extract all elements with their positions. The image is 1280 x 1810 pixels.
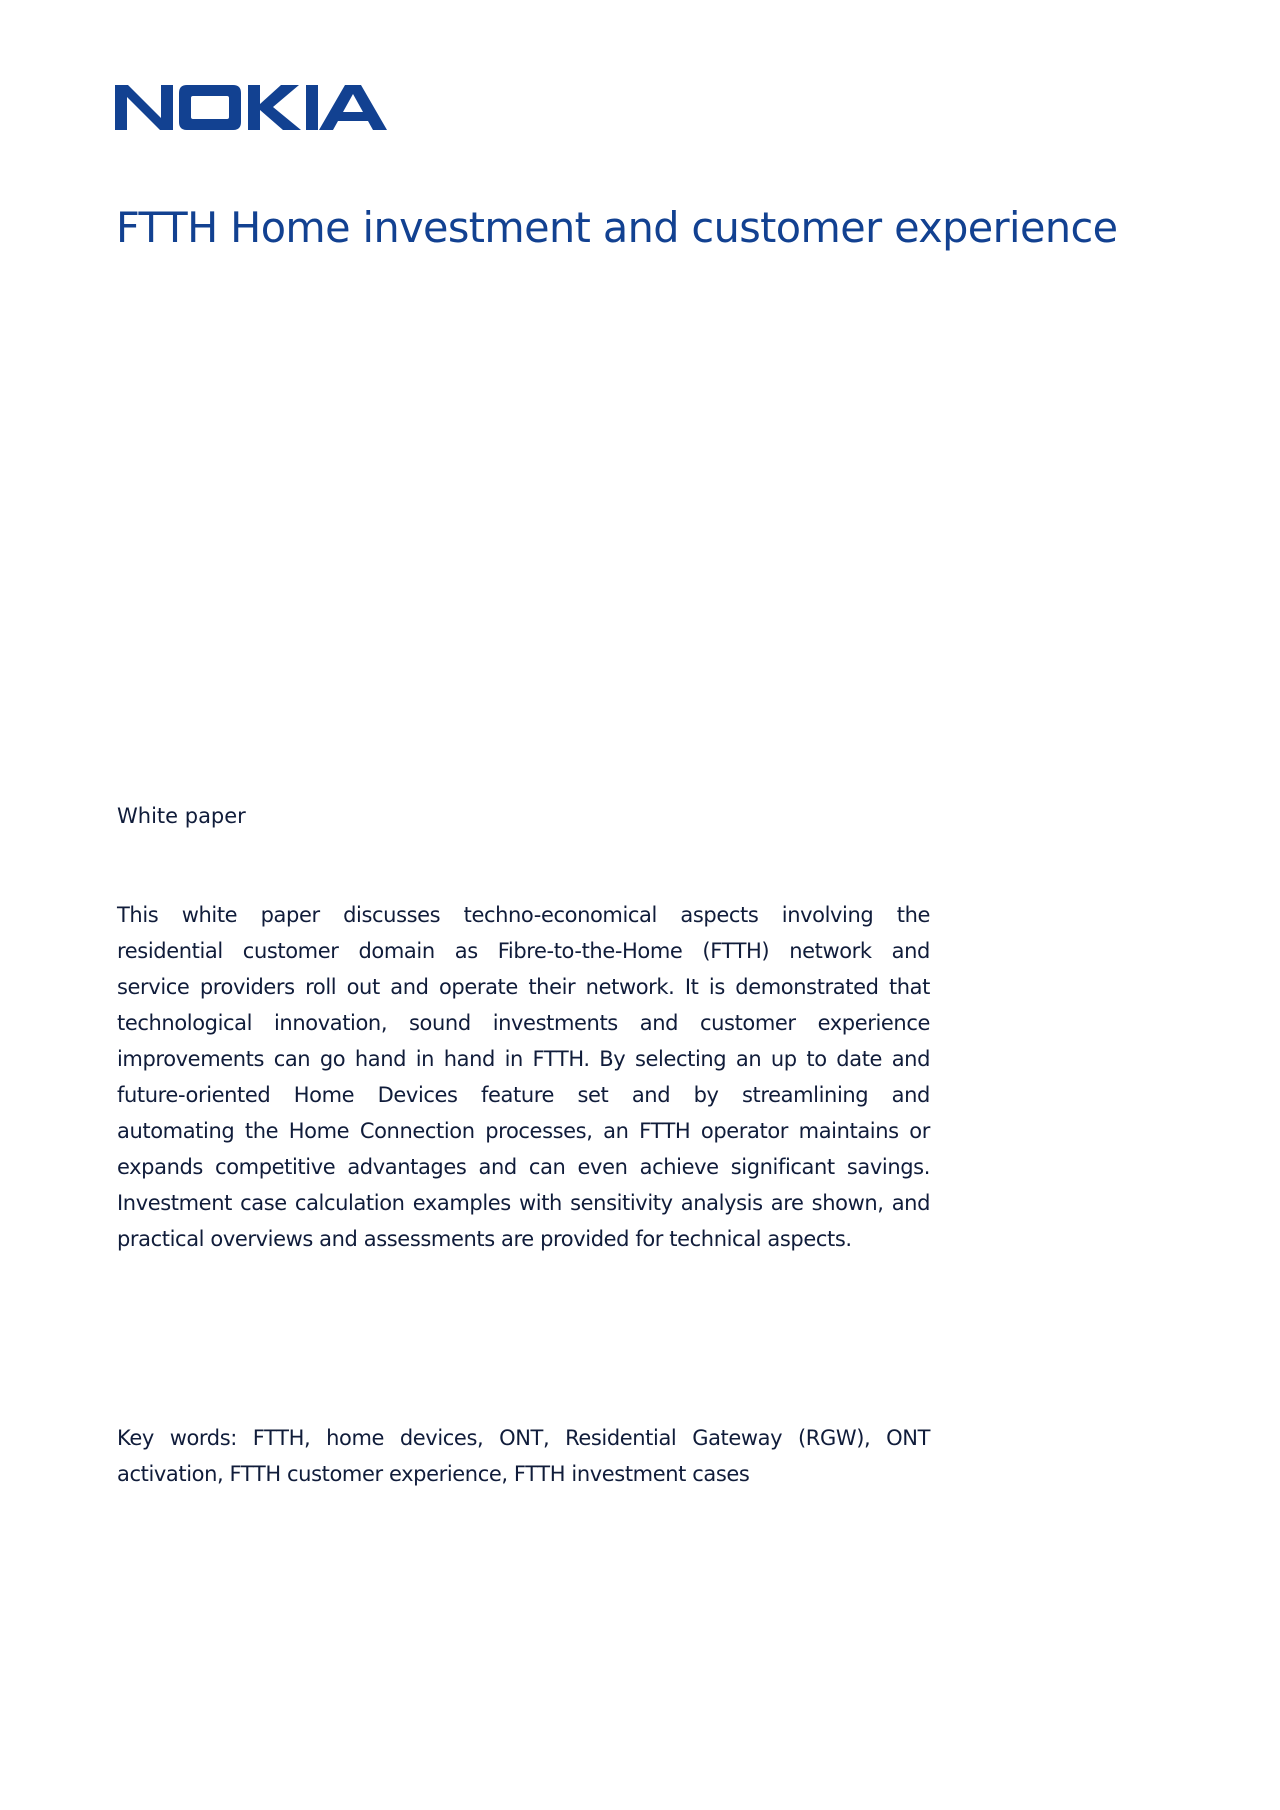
abstract-line: practical overviews and assessments are provided for technical aspects.: [117, 1227, 852, 1251]
keywords-line: Key words: FTTH, home devices, ONT, Residential Gateway (RGW), ONT: [117, 1426, 930, 1450]
abstract-line: Investment case calculation examples with sensitivity analysis are shown, and: [117, 1191, 930, 1215]
abstract-line: residential customer domain as Fibre-to-the-Home (FTTH) network and: [117, 939, 930, 963]
document-type-label: White paper: [117, 804, 246, 828]
abstract-line: technological innovation, sound investments and customer experience: [117, 1011, 930, 1035]
keywords-line: activation, FTTH customer experience, FTTH investment cases: [117, 1462, 750, 1486]
keywords-paragraph: [117, 1420, 930, 1492]
abstract-line: automating the Home Connection processes, an FTTH operator maintains or: [117, 1119, 930, 1143]
abstract-line: future-oriented Home Devices feature set and by streamlining and: [117, 1083, 930, 1107]
abstract-line: This white paper discusses techno-economical aspects involving the: [117, 903, 930, 927]
abstract-line: service providers roll out and operate their network. It is demonstrated that: [117, 975, 930, 999]
abstract-line: expands competitive advantages and can even achieve significant savings.: [117, 1155, 930, 1179]
nokia-logo: [115, 84, 403, 131]
document-title: FTTH Home investment and customer experience: [116, 203, 1118, 252]
nokia-logo-icon: [115, 84, 403, 131]
abstract-paragraph: [117, 897, 930, 1257]
abstract-line: improvements can go hand in hand in FTTH. By selecting an up to date and: [117, 1047, 930, 1071]
